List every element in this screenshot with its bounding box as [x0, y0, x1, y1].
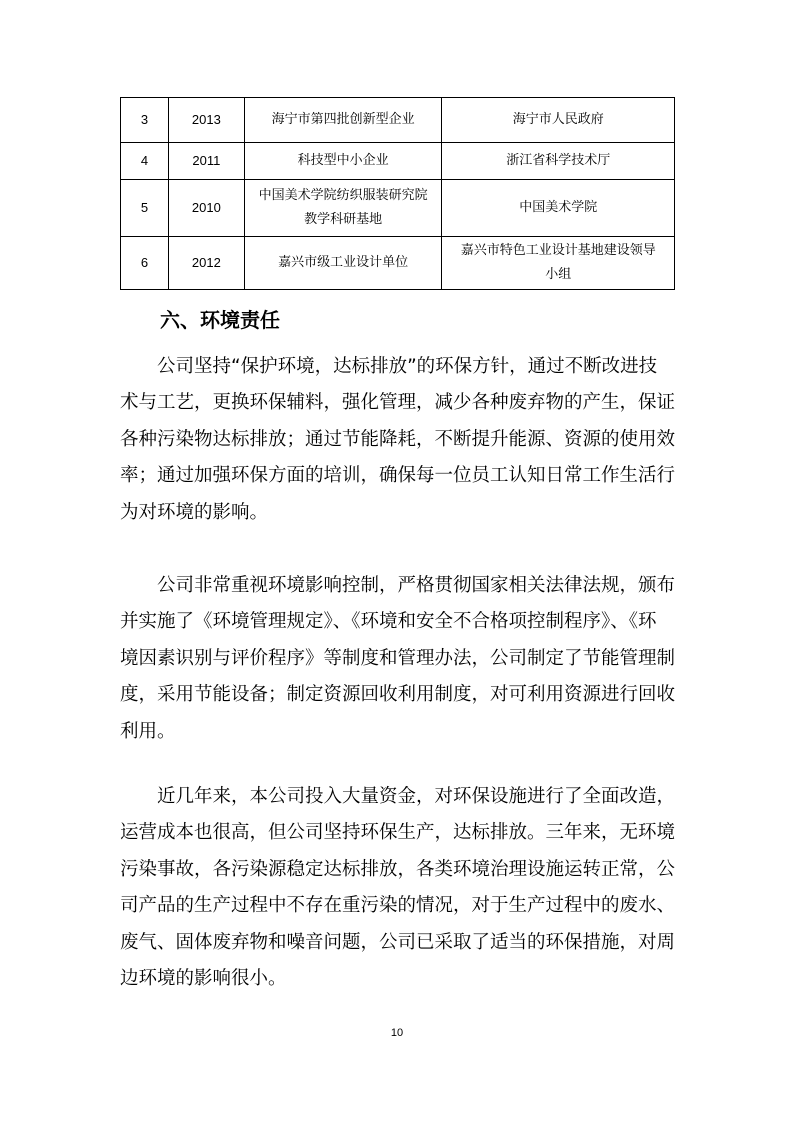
- cell-issuer: [442, 143, 675, 180]
- cell-line: 浙江省科学技术厅: [506, 153, 611, 168]
- page-number: 10: [390, 1027, 404, 1039]
- cell-year: 2013: [168, 98, 244, 143]
- cell-line: 中国美术学院纺织服装研究院: [258, 188, 428, 203]
- cell-issuer: [442, 180, 675, 237]
- paragraph-impact-control: [120, 568, 675, 750]
- cell-line: 教学科研基地: [304, 212, 383, 227]
- cell-line: 嘉兴市特色工业设计基地建设领导: [460, 243, 656, 258]
- paragraph-line: 公司非常重视环境影响控制，严格贯彻国家相关法律法规，颁布: [120, 575, 676, 596]
- table-row: [121, 237, 675, 290]
- cell-year: 2011: [168, 143, 244, 180]
- cell-no: 6: [121, 237, 169, 290]
- paragraph-line: 并实施了《环境管理规定》、《环境和安全不合格项控制程序》、《环: [120, 611, 657, 633]
- cell-no: 3: [121, 98, 169, 143]
- paragraph-line: 术与工艺，更换环保辅料，强化管理，减少各种废弃物的产生，保证: [120, 392, 676, 414]
- cell-honor: [244, 98, 442, 143]
- cell-honor: [244, 237, 442, 290]
- paragraph-line: 率；通过加强环保方面的培训，确保每一位员工认知日常工作生活行: [120, 465, 676, 487]
- paragraph-line: 为对环境的影响。: [120, 501, 269, 523]
- table-row: [121, 180, 675, 237]
- cell-line: 小组: [545, 267, 572, 282]
- cell-year: 2010: [168, 180, 244, 237]
- cell-line: 海宁市第四批创新型企业: [271, 112, 415, 127]
- cell-no: 4: [121, 143, 169, 180]
- paragraph-line: 运营成本也很高，但公司坚持环保生产，达标排放。三年来，无环境: [120, 822, 676, 844]
- paragraph-line: 各种污染物达标排放；通过节能降耗，不断提升能源、资源的使用效: [120, 428, 676, 450]
- cell-honor: [244, 180, 442, 237]
- paragraph-line: 公司坚持“保护环境，达标排放”的环保方针，通过不断改进技: [120, 356, 658, 377]
- paragraph-line: 边环境的影响很小。: [120, 968, 287, 990]
- paragraph-line: 利用。: [120, 720, 176, 742]
- cell-honor: [244, 143, 442, 180]
- paragraph-line: 司产品的生产过程中不存在重污染的情况，对于生产过程中的废水、: [120, 895, 676, 917]
- paragraph-environmental-policy: [120, 349, 675, 531]
- paragraph-line: 近几年来，本公司投入大量资金，对环保设施进行了全面改造，: [120, 786, 676, 807]
- cell-issuer: [442, 237, 675, 290]
- paragraph-line: 废气、固体废弃物和噪音问题，公司已采取了适当的环保措施，对周: [120, 931, 676, 953]
- cell-no: 5: [121, 180, 169, 237]
- table-row: [121, 98, 675, 143]
- cell-issuer: [442, 98, 675, 143]
- cell-line: 嘉兴市级工业设计单位: [278, 255, 409, 270]
- cell-line: 海宁市人民政府: [512, 112, 604, 127]
- cell-year: 2012: [168, 237, 244, 290]
- cell-line: 科技型中小企业: [297, 153, 389, 168]
- section-title: 六、环境责任: [160, 308, 280, 332]
- awards-table: [120, 97, 675, 290]
- paragraph-line: 度，采用节能设备；制定资源回收利用制度，对可利用资源进行回收: [120, 684, 676, 706]
- paragraph-line: 境因素识别与评价程序》等制度和管理办法，公司制定了节能管理制: [120, 647, 676, 669]
- cell-line: 中国美术学院: [519, 200, 598, 215]
- paragraph-line: 污染事故，各污染源稳定达标排放，各类环境治理设施运转正常，公: [120, 858, 676, 880]
- table-row: [121, 143, 675, 180]
- paragraph-investment: [120, 779, 675, 997]
